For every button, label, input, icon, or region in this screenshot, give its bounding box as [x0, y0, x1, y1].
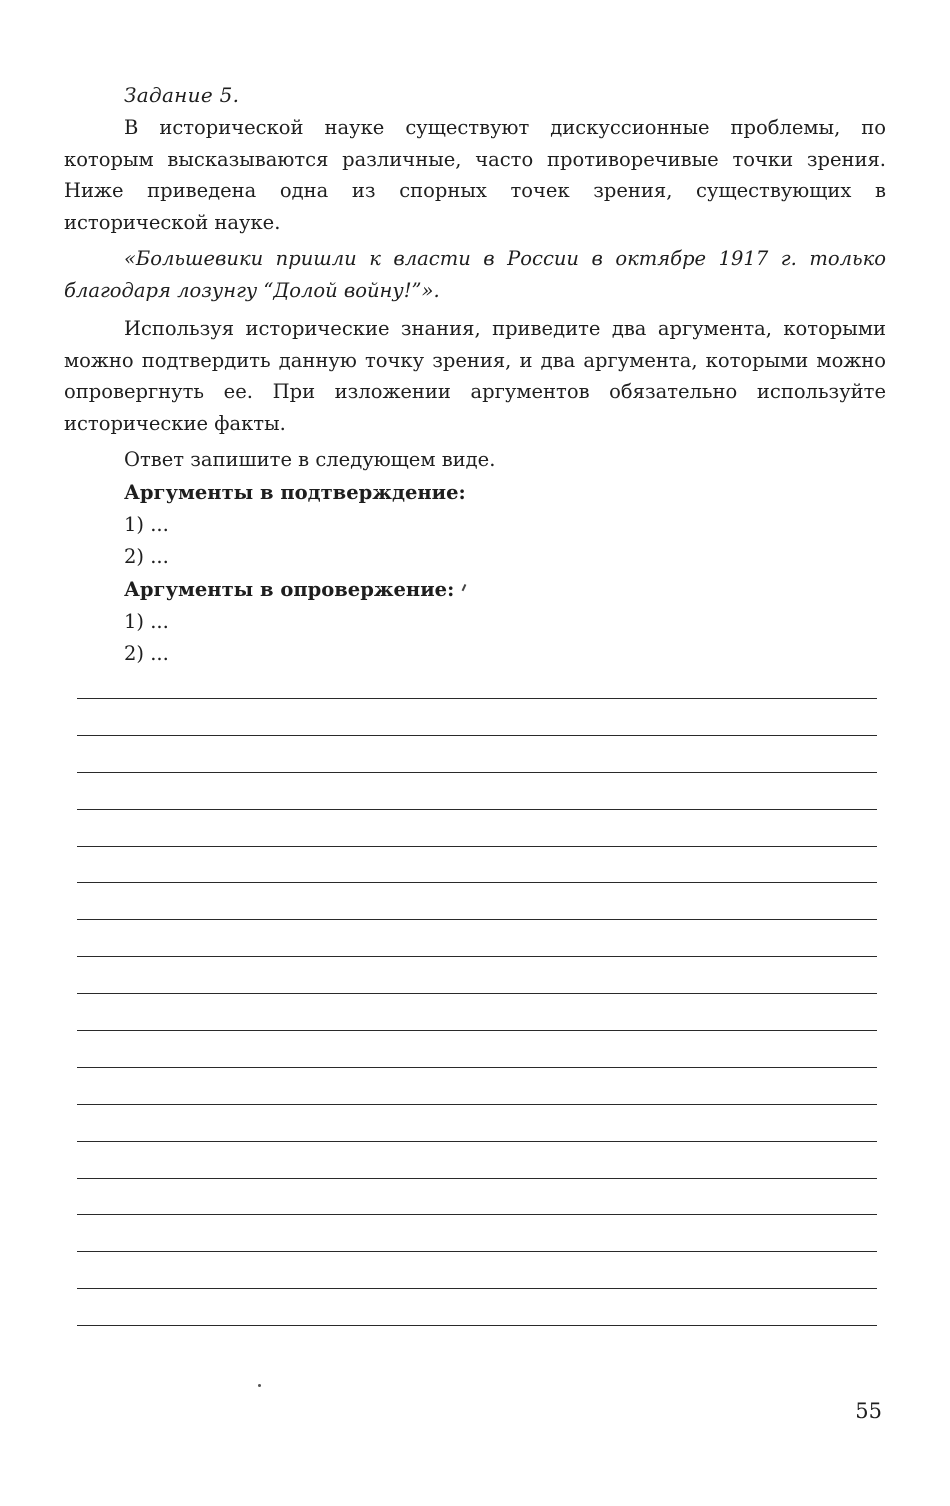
answer-line[interactable] [77, 1030, 877, 1067]
answer-line[interactable] [77, 1214, 877, 1251]
refute-heading: Аргументы в опровержение: [124, 578, 455, 601]
quote-paragraph: «Большевики пришли к власти в России в октябре 1917 г. только благодаря лозунгу “Долой войну!”». [64, 247, 886, 302]
answer-line[interactable] [77, 735, 877, 772]
answer-line[interactable] [77, 698, 877, 735]
answer-line[interactable] [77, 1178, 877, 1215]
answer-line[interactable] [77, 846, 877, 883]
stray-mark [462, 584, 466, 591]
refute-item-1: 1) ... [124, 610, 169, 633]
answer-line[interactable] [77, 1141, 877, 1178]
instruction-paragraph: Используя исторические знания, приведите два аргумента, которыми можно подтвердить данную точку зрения, и два аргумента, которыми можно опровергнуть ее. При изложении аргументов обязательно используйте исторические факты. [64, 317, 886, 435]
print-speck [258, 1384, 261, 1387]
answer-line[interactable] [77, 772, 877, 809]
answer-line[interactable] [77, 1288, 877, 1325]
confirm-heading: Аргументы в подтверждение: [124, 481, 466, 504]
answer-writing-area[interactable] [77, 698, 877, 1362]
answer-line[interactable] [77, 1251, 877, 1288]
answer-line[interactable] [77, 993, 877, 1030]
answer-line[interactable] [77, 919, 877, 956]
answer-line[interactable] [77, 956, 877, 993]
answer-line[interactable] [77, 1104, 877, 1141]
intro-paragraph: В исторической науке существуют дискуссионные проблемы, по которым высказываются различные, часто противоречивые точки зрения. Ниже приведена одна из спорных точек зрения, существующих в исторической науке. [64, 116, 886, 234]
answer-format-text: Ответ запишите в следующем виде. [124, 448, 496, 471]
refute-item-2: 2) ... [124, 642, 169, 665]
confirm-item-2: 2) ... [124, 545, 169, 568]
answer-line[interactable] [77, 882, 877, 919]
answer-line[interactable] [77, 809, 877, 846]
page-number: 55 [855, 1399, 882, 1423]
confirm-item-1: 1) ... [124, 513, 169, 536]
task-title: Задание 5. [124, 83, 240, 107]
answer-line[interactable] [77, 1325, 877, 1362]
answer-line[interactable] [77, 1067, 877, 1104]
